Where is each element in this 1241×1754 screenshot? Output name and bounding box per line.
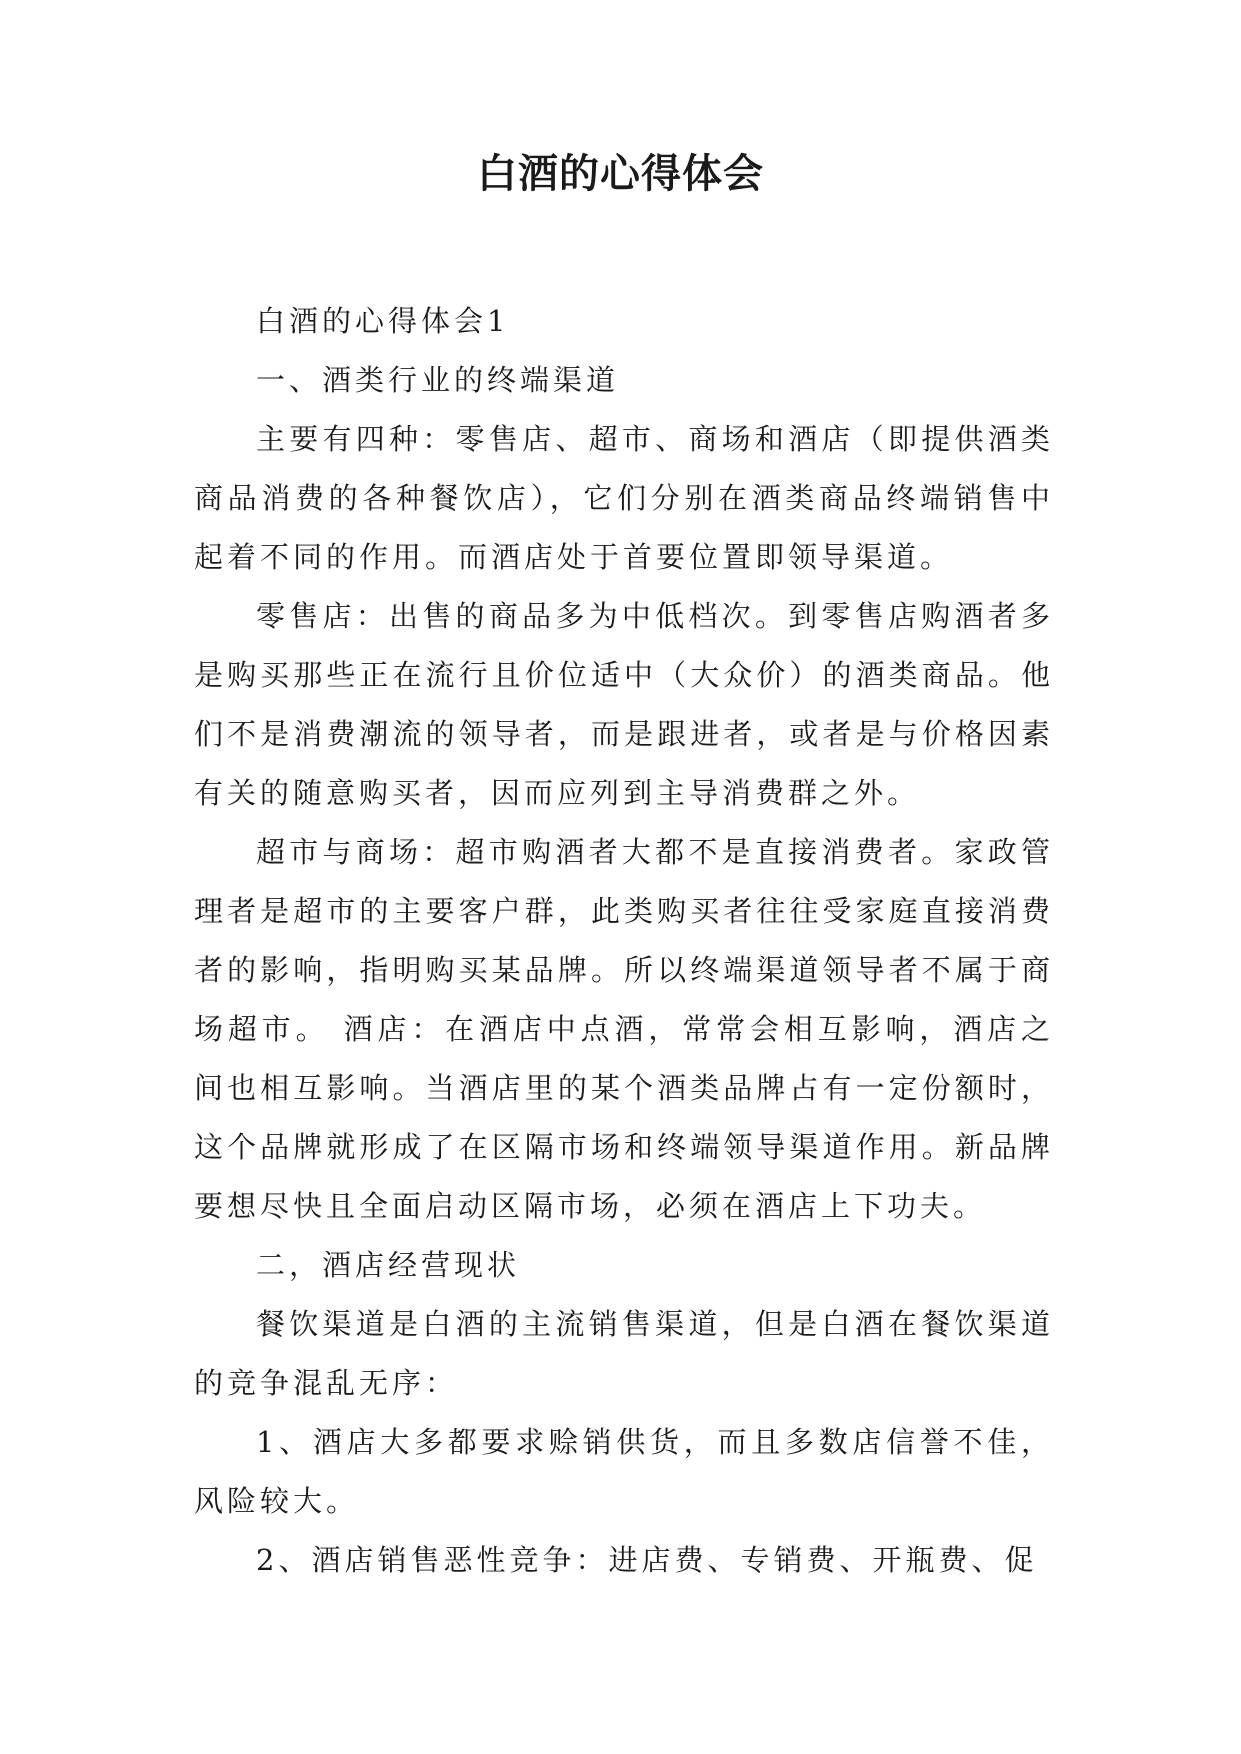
- body-paragraph: 超市与商场：超市购酒者大都不是直接消费者。家政管理者是超市的主要客户群，此类购买者往往受家庭直接消费者的影响，指明购买某品牌。所以终端渠道领导者不属于商场超市。 酒店：在酒店中点酒，常常会相互影响，酒店之间也相互影响。当酒店里的某个酒类品牌占有一定份额时，这个品牌就形成了在区隔市场和终端领导渠道作用。新品牌要想尽快且全面启动区隔市场，必须在酒店上下功夫。: [194, 835, 1054, 1223]
- document-title: 白酒的心得体会: [477, 151, 764, 197]
- document-body: [194, 292, 1054, 1590]
- body-paragraph: 餐饮渠道是白酒的主流销售渠道，但是白酒在餐饮渠道的竞争混乱无序：: [194, 1307, 1054, 1400]
- list-item: 1、酒店大多都要求赊销供货，而且多数店信誉不佳，风险较大。: [194, 1425, 1054, 1518]
- section-heading: 二，酒店经营现状: [256, 1248, 521, 1282]
- section-heading: 一、酒类行业的终端渠道: [256, 363, 620, 397]
- list-item: 2、酒店销售恶性竞争：进店费、专销费、开瓶费、促: [256, 1543, 1038, 1577]
- body-paragraph: 主要有四种：零售店、超市、商场和酒店（即提供酒类商品消费的各种餐饮店），它们分别在酒类商品终端销售中起着不同的作用。而酒店处于首要位置即领导渠道。: [194, 422, 1054, 574]
- body-paragraph: 零售店：出售的商品多为中低档次。到零售店购酒者多是购买那些正在流行且价位适中（大众价）的酒类商品。他们不是消费潮流的领导者，而是跟进者，或者是与价格因素有关的随意购买者，因而应列到主导消费群之外。: [194, 599, 1054, 810]
- section-heading: 白酒的心得体会1: [256, 304, 510, 338]
